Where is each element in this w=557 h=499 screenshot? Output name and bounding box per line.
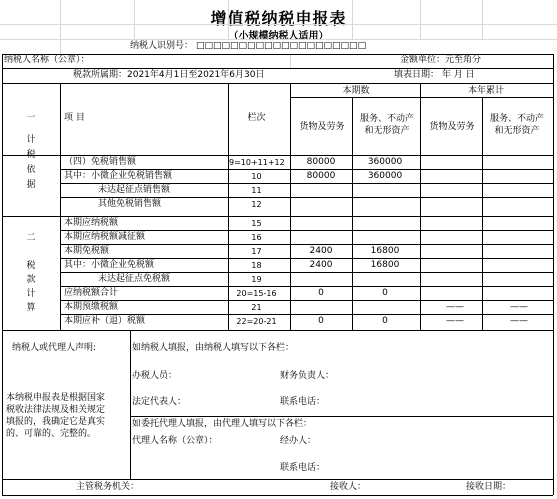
table-border bbox=[2, 83, 553, 84]
section1-mark: 一 bbox=[26, 113, 36, 123]
row-col: 10 bbox=[251, 172, 262, 181]
row-item: 其他免税销售额 bbox=[98, 199, 162, 209]
grid-line bbox=[60, 0, 61, 54]
row-line bbox=[60, 286, 553, 287]
row-line bbox=[2, 479, 553, 480]
header-ytd-services-l2: 和无形资产 bbox=[494, 126, 540, 136]
row-col: 15 bbox=[251, 219, 262, 228]
row-ytd-services: —— bbox=[510, 316, 528, 326]
col-line bbox=[228, 83, 229, 330]
row-col: 19 bbox=[251, 275, 262, 284]
row-item: 其中：小微企业免税额 bbox=[64, 260, 155, 270]
declaration-body-3: 填报的，我确定它是真实 bbox=[6, 417, 106, 427]
col-line bbox=[482, 97, 483, 330]
row-services[interactable]: 0 bbox=[382, 316, 388, 326]
declaration-title: 纳税人或代理人声明: bbox=[12, 343, 97, 353]
header-services-l1: 服务、不动产 bbox=[359, 114, 414, 124]
grid-line bbox=[482, 0, 483, 40]
taxpayer-id-boxes[interactable]: □□□□□□□□□□□□□□□□□□□□ bbox=[196, 41, 367, 51]
grid-line bbox=[420, 0, 421, 40]
row-item: 其中：小微企业免税销售额 bbox=[64, 171, 173, 181]
row-line bbox=[60, 258, 553, 259]
row-ytd-goods: —— bbox=[446, 316, 464, 326]
section2-char-4: 算 bbox=[26, 303, 36, 313]
row-col: 20=15-16 bbox=[236, 289, 277, 298]
amount-unit: 金额单位：元至角分 bbox=[400, 55, 482, 65]
header-ytd-goods: 货物及劳务 bbox=[429, 122, 475, 132]
fill-date: 填表日期： 年 月 日 bbox=[394, 70, 475, 80]
header-ytd-services-l1: 服务、不动产 bbox=[489, 114, 544, 124]
section1-char-2: 税 bbox=[26, 150, 36, 160]
grid-line bbox=[228, 0, 229, 40]
receive-date-label: 接收日期： bbox=[466, 482, 512, 492]
row-services[interactable]: 0 bbox=[382, 288, 388, 298]
row-item: （四）免税销售额 bbox=[64, 157, 137, 167]
handling-person-label: 经办人： bbox=[280, 436, 317, 446]
section1-char-1: 计 bbox=[26, 135, 36, 145]
section2-mark: 二 bbox=[26, 233, 36, 243]
legal-rep-label: 法定代表人： bbox=[132, 397, 187, 407]
section1-char-4: 据 bbox=[26, 180, 36, 190]
row-line bbox=[60, 230, 553, 231]
row-line bbox=[130, 416, 553, 417]
finance-head-label: 财务负责人： bbox=[280, 371, 335, 381]
row-services[interactable]: 16800 bbox=[370, 260, 400, 270]
row-line bbox=[60, 244, 553, 245]
receiver-label: 接收人： bbox=[330, 482, 367, 492]
tax-authority-label: 主管税务机关： bbox=[76, 482, 140, 492]
row-goods[interactable]: 80000 bbox=[306, 171, 336, 181]
row-col: 17 bbox=[251, 247, 262, 256]
header-goods: 货物及劳务 bbox=[299, 122, 345, 132]
row-item: 本期应纳税额 bbox=[64, 218, 119, 228]
row-col: 16 bbox=[251, 233, 262, 242]
row-col: 18 bbox=[251, 261, 262, 270]
declaration-body-2: 税收法律法规及相关规定 bbox=[6, 405, 106, 415]
col-line bbox=[290, 83, 291, 330]
col-line bbox=[130, 330, 131, 479]
section1-char-3: 依 bbox=[26, 165, 36, 175]
form-subtitle: （小规模纳税人适用） bbox=[228, 31, 329, 42]
header-item: 项 目 bbox=[64, 113, 85, 123]
row-line bbox=[2, 216, 553, 217]
agent-name-label: 代理人名称（公章）： bbox=[132, 436, 218, 446]
col-line bbox=[352, 97, 353, 330]
row-item: 本期应纳税额减征额 bbox=[64, 232, 146, 242]
col-line bbox=[60, 83, 61, 330]
header-year-cumulative: 本年累计 bbox=[467, 86, 504, 96]
contact-phone-label: 联系电话： bbox=[280, 397, 326, 407]
table-border bbox=[2, 54, 553, 55]
row-col: 9=10+11+12 bbox=[229, 158, 285, 167]
handler-label: 办税人员： bbox=[132, 371, 178, 381]
row-col: 11 bbox=[251, 186, 262, 195]
header-column-no: 栏次 bbox=[247, 113, 266, 123]
table-border bbox=[2, 155, 553, 156]
contact-phone2-label: 联系电话： bbox=[280, 463, 326, 473]
row-ytd-goods: —— bbox=[446, 302, 464, 312]
row-item: 本期应补（退）税额 bbox=[64, 316, 146, 326]
row-col: 22=20-21 bbox=[236, 317, 277, 326]
form-title: 增值税纳税申报表 bbox=[210, 9, 347, 28]
col-line bbox=[420, 83, 421, 330]
agent-filing-note: 如委托代理人填报，由代理人填写以下各栏： bbox=[132, 419, 313, 429]
row-line bbox=[60, 272, 553, 273]
row-line bbox=[60, 197, 553, 198]
row-goods[interactable]: 0 bbox=[318, 288, 324, 298]
grid-line bbox=[290, 54, 291, 68]
declaration-body-4: 的、可靠的、完整的。 bbox=[6, 429, 97, 439]
row-line bbox=[60, 314, 553, 315]
self-filing-note: 如纳税人填报，由纳税人填写以下各栏： bbox=[132, 343, 295, 353]
row-services[interactable]: 16800 bbox=[370, 246, 400, 256]
row-line bbox=[60, 300, 553, 301]
table-border bbox=[290, 97, 553, 98]
row-col: 21 bbox=[251, 303, 262, 312]
section2-char-1: 税 bbox=[26, 261, 36, 271]
header-services-l2: 和无形资产 bbox=[364, 126, 410, 136]
row-item: 未达起征点免税额 bbox=[98, 274, 171, 284]
row-goods[interactable]: 2400 bbox=[309, 260, 333, 270]
row-line bbox=[60, 183, 553, 184]
grid-line bbox=[0, 24, 557, 25]
row-goods[interactable]: 0 bbox=[318, 316, 324, 326]
table-border bbox=[2, 68, 553, 69]
declaration-body-1: 本纳税申报表是根据国家 bbox=[6, 393, 106, 403]
row-line bbox=[2, 495, 553, 496]
grid-line bbox=[352, 0, 353, 40]
tax-period: 税款所属期：2021年4月1日至2021年6月30日 bbox=[73, 70, 265, 80]
row-line bbox=[60, 169, 553, 170]
section2-char-3: 计 bbox=[26, 289, 36, 299]
taxpayer-id-label: 纳税人识别号： bbox=[130, 41, 194, 51]
grid-line bbox=[0, 39, 557, 40]
taxpayer-name-label: 纳税人名称（公章）： bbox=[4, 55, 90, 65]
row-item: 未达起征点销售额 bbox=[98, 185, 171, 195]
row-goods[interactable]: 80000 bbox=[306, 157, 336, 167]
grid-line bbox=[134, 0, 135, 40]
header-current-period: 本期数 bbox=[342, 86, 370, 96]
row-item: 本期免税额 bbox=[64, 246, 110, 256]
row-services[interactable]: 360000 bbox=[367, 157, 403, 167]
row-goods[interactable]: 2400 bbox=[309, 246, 333, 256]
section2-char-2: 款 bbox=[26, 275, 36, 285]
row-services[interactable]: 360000 bbox=[367, 171, 403, 181]
col-line bbox=[553, 54, 554, 495]
row-item: 应纳税额合计 bbox=[64, 288, 119, 298]
row-col: 12 bbox=[251, 200, 262, 209]
row-line bbox=[2, 330, 553, 331]
col-line bbox=[2, 54, 3, 495]
row-ytd-services: —— bbox=[510, 302, 528, 312]
row-item: 本期预缴税额 bbox=[64, 302, 119, 312]
